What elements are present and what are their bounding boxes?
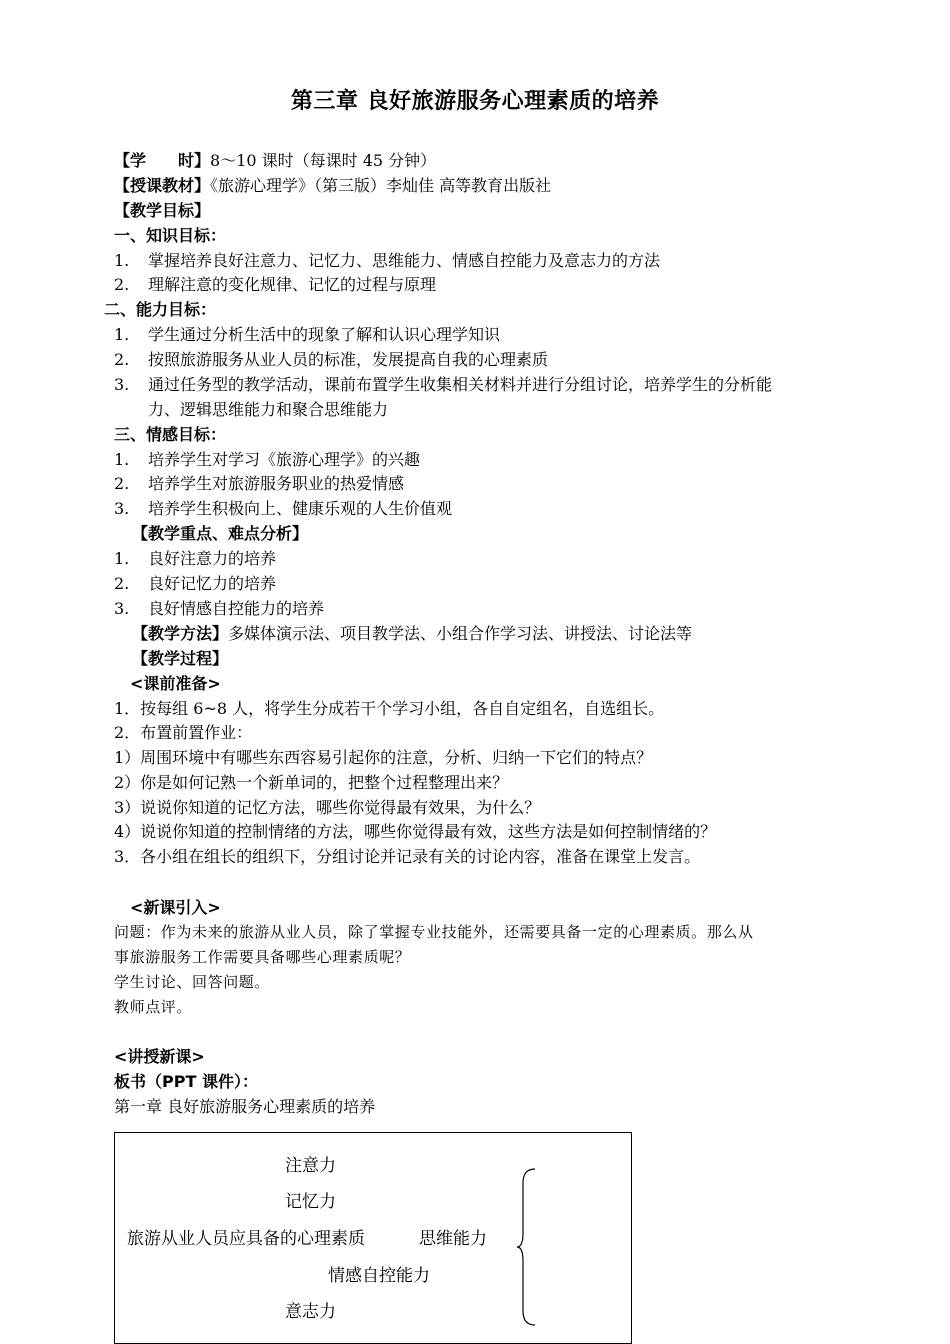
intro-line: 教师点评。 (114, 998, 193, 1016)
board-diagram (114, 1132, 632, 1344)
branch-attention: 注意力 (285, 1156, 336, 1176)
list-item: 2. 良好记忆力的培养 (114, 574, 277, 593)
hours-value: 8～10 课时（每课时 45 分钟） (210, 151, 437, 170)
list-item-continuation: 力、逻辑思维能力和聚合思维能力 (148, 400, 389, 419)
key-heading: 【教学重点、难点分析】 (132, 524, 309, 543)
intro-line: 事旅游服务工作需要具备哪些心理素质呢？ (114, 948, 411, 966)
textbook-value: 《旅游心理学》（第三版）李灿佳 高等教育出版社 (210, 176, 552, 195)
list-item: 1. 培养学生对学习《旅游心理学》的兴趣 (114, 450, 421, 469)
textbook-line (114, 175, 551, 197)
board-title: 第一章 良好旅游服务心理素质的培养 (114, 1097, 376, 1116)
list-item: 1. 学生通过分析生活中的现象了解和认识心理学知识 (114, 325, 501, 344)
branch-thinking: 思维能力 (419, 1229, 487, 1249)
prep-line: 1．按每组 6~8 人，将学生分成若干个学习小组，各自自定组名，自选组长。 (114, 699, 665, 718)
board-label: 板书（PPT 课件）： (114, 1072, 258, 1091)
prep-line: 2）你是如何记熟一个新单词的，把整个过程整理出来？ (114, 773, 509, 792)
intro-line: 问题：作为未来的旅游从业人员，除了掌握专业技能外，还需要具备一定的心理素质。那么从 (114, 923, 754, 941)
branch-memory: 记忆力 (285, 1192, 336, 1212)
methods-label: 【教学方法】 (132, 624, 229, 643)
prep-line: 2．布置前置作业： (114, 723, 253, 742)
methods-value: 多媒体演示法、项目教学法、小组合作学习法、讲授法、讨论法等 (228, 624, 693, 643)
branch-emotion-control: 情感自控能力 (328, 1266, 430, 1286)
hours-label: 【学 时】 (114, 151, 211, 170)
prep-line: 1）周围环境中有哪些东西容易引起你的注意，分析、归纳一下它们的特点？ (114, 748, 653, 767)
process-heading: 【教学过程】 (132, 649, 229, 668)
prep-line: 3）说说你知道的记忆方法，哪些你觉得最有效果，为什么？ (114, 798, 541, 817)
ability-heading: 二、能力目标： (104, 300, 217, 319)
diagram-root: 旅游从业人员应具备的心理素质 (127, 1229, 365, 1249)
teach-heading: <讲授新课> (114, 1047, 205, 1066)
list-item: 3. 通过任务型的教学活动，课前布置学生收集相关材料并进行分组讨论，培养学生的分析能 (114, 375, 773, 394)
intro-line: 学生讨论、回答问题。 (114, 973, 271, 991)
branch-willpower: 意志力 (285, 1302, 336, 1322)
textbook-label: 【授课教材】 (114, 176, 211, 195)
knowledge-heading: 一、知识目标： (114, 226, 227, 245)
objectives-heading: 【教学目标】 (114, 201, 211, 220)
list-item: 1. 良好注意力的培养 (114, 549, 277, 568)
prep-line: 3．各小组在组长的组织下，分组讨论并记录有关的讨论内容，准备在课堂上发言。 (114, 847, 701, 866)
emotion-heading: 三、情感目标： (114, 425, 227, 444)
list-item: 2. 培养学生对旅游服务职业的热爱情感 (114, 474, 405, 493)
list-item: 3. 培养学生积极向上、健康乐观的人生价值观 (114, 499, 453, 518)
methods-line (132, 623, 692, 645)
list-item: 2. 理解注意的变化规律、记忆的过程与原理 (114, 275, 437, 294)
list-item: 1. 掌握培养良好注意力、记忆力、思维能力、情感自控能力及意志力的方法 (114, 251, 661, 270)
page-title: 第三章 良好旅游服务心理素质的培养 (290, 89, 660, 114)
curly-brace-icon (515, 1167, 539, 1327)
hours-line (114, 150, 436, 172)
prep-line: 4）说说你知道的控制情绪的方法，哪些你觉得最有效，这些方法是如何控制情绪的？ (114, 822, 717, 841)
prep-heading: <课前准备> (130, 674, 221, 693)
intro-heading: <新课引入> (130, 898, 221, 917)
list-item: 3. 良好情感自控能力的培养 (114, 599, 325, 618)
list-item: 2. 按照旅游服务从业人员的标准，发展提高自我的心理素质 (114, 350, 549, 369)
